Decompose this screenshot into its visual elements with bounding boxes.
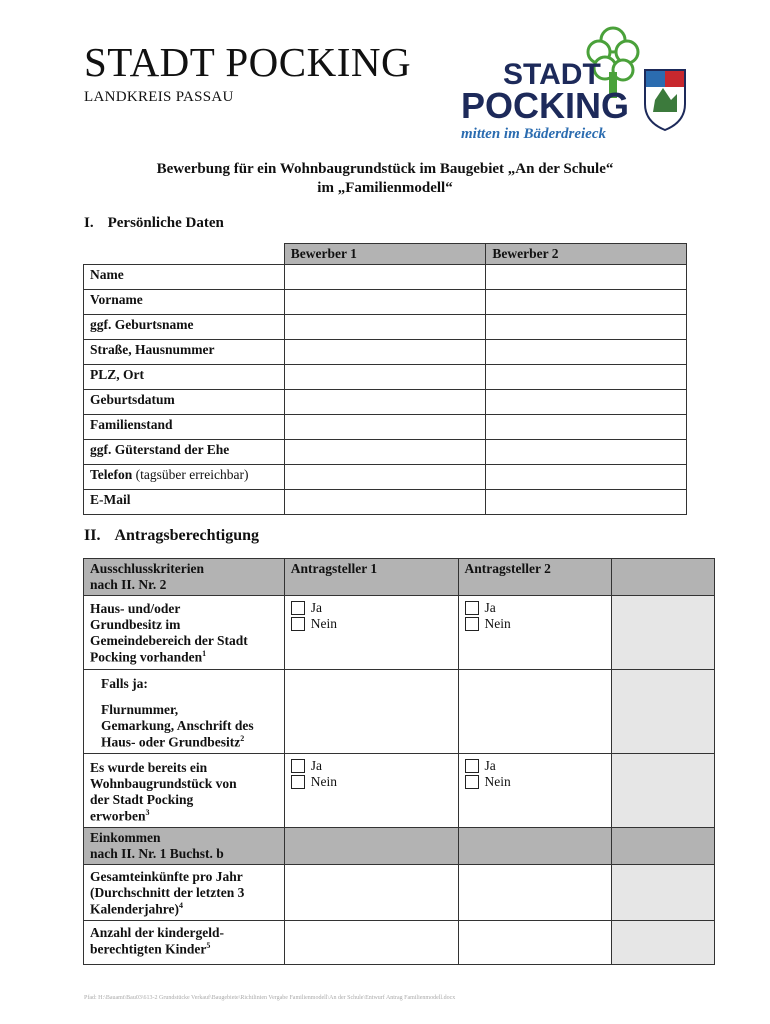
applicant-1-header: Antragsteller 1 xyxy=(284,559,458,596)
input-cell[interactable] xyxy=(284,315,486,340)
criteria-header: Ausschlusskriterien nach II. Nr. 2 xyxy=(84,559,285,596)
section-2-heading: II. Antragsberechtigung xyxy=(84,527,260,544)
applicant-2-header: Bewerber 2 xyxy=(486,244,687,265)
row-label: ggf. Güterstand der Ehe xyxy=(84,440,285,465)
row-label: PLZ, Ort xyxy=(84,365,285,390)
row-label: Straße, Hausnummer xyxy=(84,340,285,365)
nein-checkbox[interactable]: Nein xyxy=(291,616,452,632)
input-cell[interactable] xyxy=(458,864,612,920)
form-title: Bewerbung für ein Wohnbaugrundstück im Baugebiet „An der Schule“ im „Familienmodell“ xyxy=(156,161,614,196)
ja-checkbox[interactable]: Ja xyxy=(465,600,606,616)
row-label: E-Mail xyxy=(84,490,285,515)
input-cell[interactable] xyxy=(284,465,486,490)
row-label: Geburtsdatum xyxy=(84,390,285,415)
input-cell[interactable] xyxy=(486,465,687,490)
input-cell[interactable] xyxy=(284,365,486,390)
input-cell[interactable] xyxy=(284,440,486,465)
nein-checkbox[interactable]: Nein xyxy=(465,616,606,632)
svg-text:STADT: STADT xyxy=(503,58,601,91)
applicant-1-header: Bewerber 1 xyxy=(284,244,486,265)
district-subtitle: LANDKREIS PASSAU xyxy=(84,89,234,105)
input-cell[interactable] xyxy=(486,315,687,340)
children-criterion: Anzahl der kindergeld- berechtigten Kinder$^5$ xyxy=(84,920,285,964)
input-cell[interactable] xyxy=(486,490,687,515)
nein-checkbox[interactable]: Nein xyxy=(291,774,452,790)
city-logo xyxy=(455,22,695,144)
coat-of-arms-icon xyxy=(645,70,685,130)
personal-data-table xyxy=(83,243,687,515)
input-cell[interactable] xyxy=(486,415,687,440)
input-cell[interactable] xyxy=(284,340,486,365)
input-cell[interactable] xyxy=(284,864,458,920)
input-cell[interactable] xyxy=(486,390,687,415)
input-cell[interactable] xyxy=(284,265,486,290)
input-cell[interactable] xyxy=(458,920,612,964)
row-label: Vorname xyxy=(84,290,285,315)
row-label: Name xyxy=(84,265,285,290)
input-cell[interactable] xyxy=(486,340,687,365)
ja-checkbox[interactable]: Ja xyxy=(465,758,606,774)
income-criterion: Gesamteinkünfte pro Jahr (Durchschnitt der letzten 3 Kalenderjahre)$^4$ xyxy=(84,864,285,920)
applicant-2-header: Antragsteller 2 xyxy=(458,559,612,596)
input-cell[interactable] xyxy=(284,415,486,440)
input-cell[interactable] xyxy=(284,670,458,754)
input-cell[interactable] xyxy=(284,490,486,515)
row-label: Familienstand xyxy=(84,415,285,440)
input-cell[interactable] xyxy=(486,290,687,315)
row-label: ggf. Geburtsname xyxy=(84,315,285,340)
property-criterion: Haus- und/oder Grundbesitz im Gemeindebereich der Stadt Pocking vorhanden$^1$ xyxy=(84,596,285,670)
section-1-heading: I. Persönliche Daten xyxy=(84,215,224,231)
input-cell[interactable] xyxy=(458,670,612,754)
svg-text:mitten im Bäderdreieck: mitten im Bäderdreieck xyxy=(461,126,606,142)
acquired-criterion: Es wurde bereits ein Wohnbaugrundstück von der Stadt Pocking erworben$^3$ xyxy=(84,753,285,827)
if-yes-criterion: Falls ja: Flurnummer, Gemarkung, Anschrift des Haus- oder Grundbesitz$^2$ xyxy=(84,670,285,754)
eligibility-table xyxy=(83,558,715,965)
svg-text:POCKING: POCKING xyxy=(461,85,630,126)
input-cell[interactable] xyxy=(284,390,486,415)
input-cell[interactable] xyxy=(486,440,687,465)
input-cell[interactable] xyxy=(284,920,458,964)
ja-checkbox[interactable]: Ja xyxy=(291,600,452,616)
ja-checkbox[interactable]: Ja xyxy=(291,758,452,774)
letterhead xyxy=(84,40,411,106)
row-label: Telefon (tagsüber erreichbar) xyxy=(84,465,285,490)
input-cell[interactable] xyxy=(486,265,687,290)
city-title: STADT POCKING xyxy=(84,39,412,85)
input-cell[interactable] xyxy=(284,290,486,315)
income-header: Einkommen nach II. Nr. 1 Buchst. b xyxy=(84,827,285,864)
input-cell[interactable] xyxy=(486,365,687,390)
file-path-footer: Pfad: H:\Bauamt\Bau03\613-2 Grundstücke Verkauf\Baugebiete\Richtlinien Vergabe Familienmodell\An der Schule\Entwurf Antrag Familienmodell.docx xyxy=(84,995,456,1001)
nein-checkbox[interactable]: Nein xyxy=(465,774,606,790)
